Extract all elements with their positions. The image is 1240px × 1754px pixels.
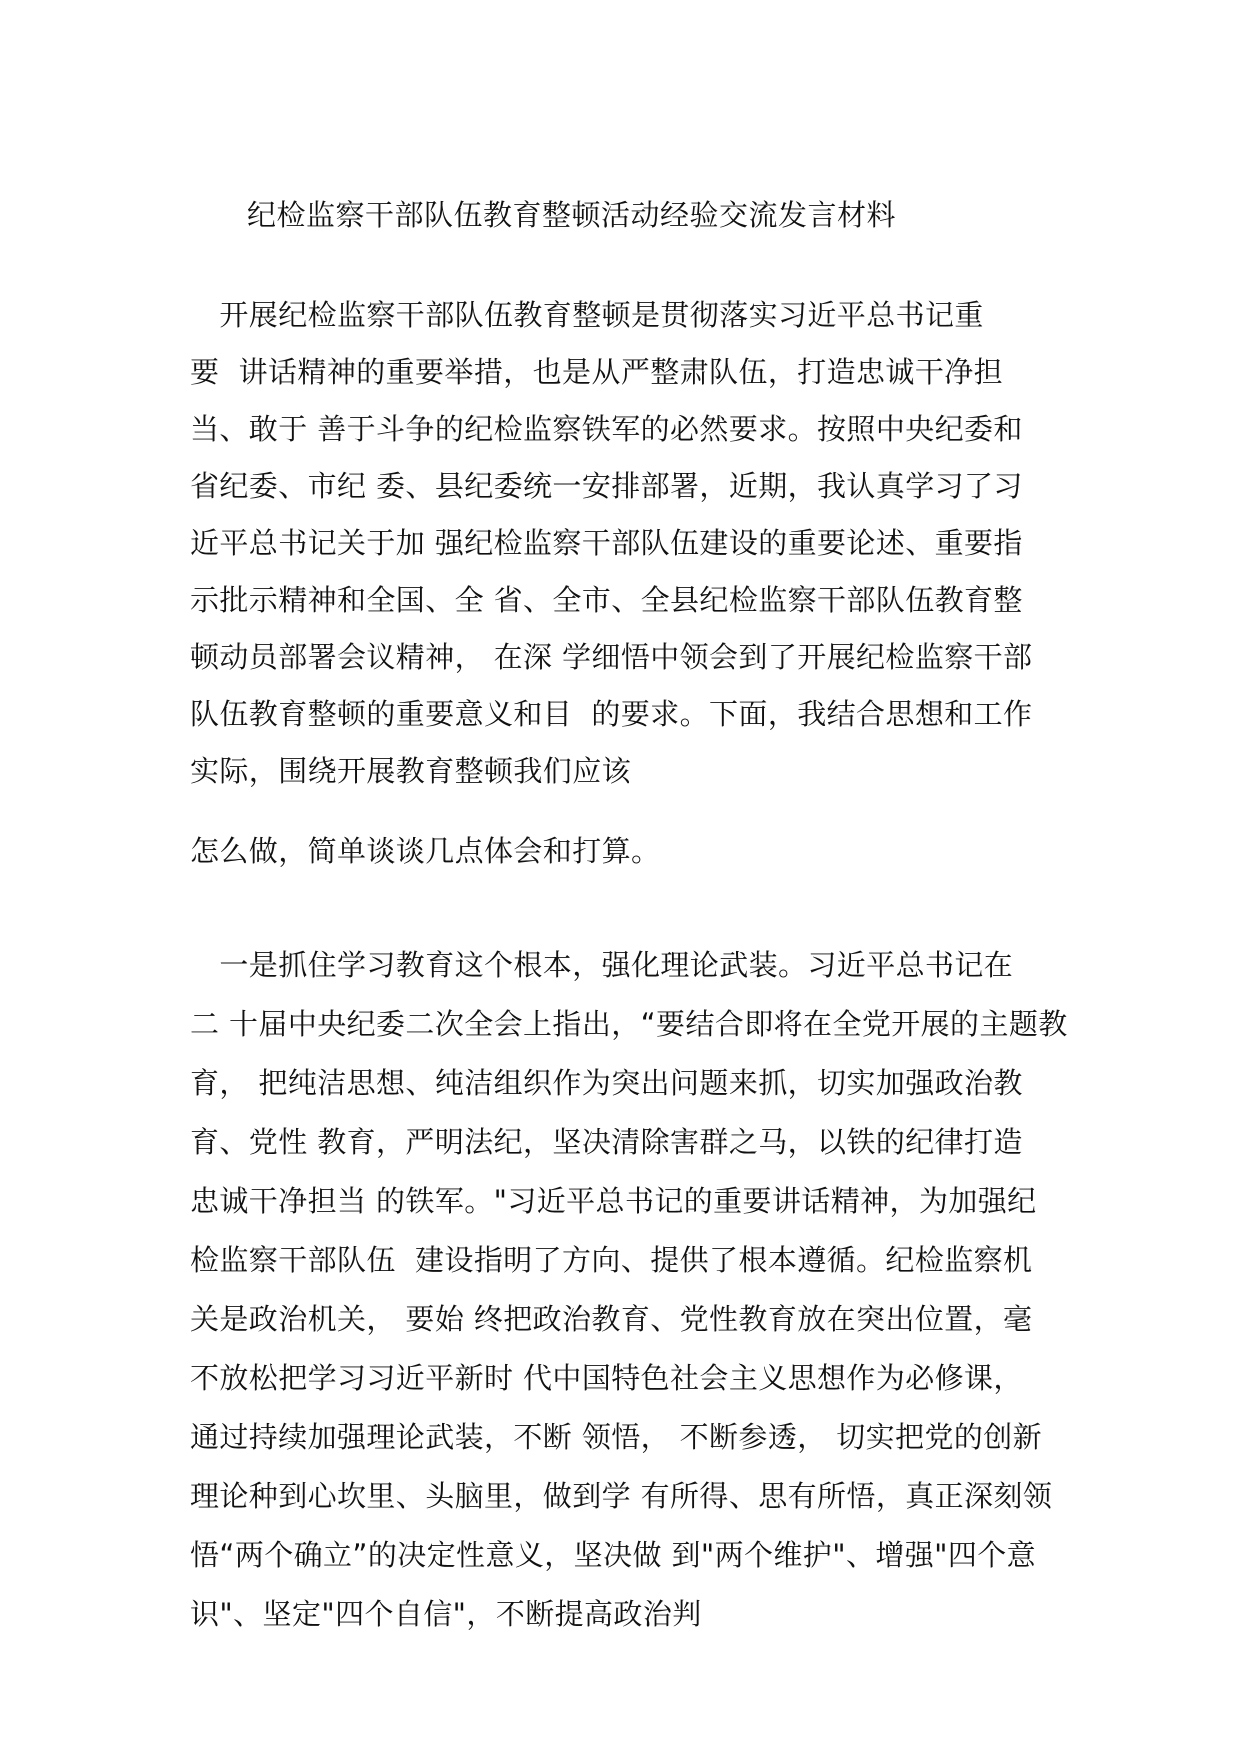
- paragraph-2-line-11: 悟“两个确立”的决定性意义，坚决做 到"两个维护"、增强"四个意: [190, 1538, 1037, 1572]
- paragraph-1-line-4: 省纪委、市纪 委、县纪委统一安排部署，近期，我认真学习了习: [190, 469, 1023, 503]
- paragraph-2-line-2: 二 十届中央纪委二次全会上指出，“要结合即将在全党开展的主题教: [190, 1007, 1068, 1041]
- paragraph-2-line-10: 理论种到心坎里、头脑里，做到学 有所得、思有所悟，真正深刻领: [190, 1479, 1053, 1513]
- paragraph-2-line-7: 关是政治机关， 要始 终把政治教育、党性教育放在突出位置，毫: [190, 1302, 1033, 1336]
- paragraph-1-line-3: 当、敢于 善于斗争的纪检监察铁军的必然要求。按照中央纪委和: [190, 412, 1023, 446]
- paragraph-2-line-5: 忠诚干净担当 的铁军。"习近平总书记的重要讲话精神，为加强纪: [190, 1184, 1037, 1218]
- paragraph-2-line-12: 识"、坚定"四个自信"，不断提高政治判: [190, 1597, 702, 1631]
- paragraph-1-line-9: 实际，围绕开展教育整顿我们应该: [190, 754, 632, 788]
- paragraph-1-line-7: 顿动员部署会议精神， 在深 学细悟中领会到了开展纪检监察干部: [190, 640, 1033, 674]
- paragraph-2-line-9: 通过持续加强理论武装，不断 领悟， 不断参透， 切实把党的创新: [190, 1420, 1043, 1454]
- document-title: 纪检监察干部队伍教育整顿活动经验交流发言材料: [247, 198, 897, 232]
- paragraph-1-line-5: 近平总书记关于加 强纪检监察干部队伍建设的重要论述、重要指: [190, 526, 1023, 560]
- paragraph-2-line-3: 育， 把纯洁思想、纯洁组织作为突出问题来抓，切实加强政治教: [190, 1066, 1023, 1100]
- paragraph-2-line-6: 检监察干部队伍 建设指明了方向、提供了根本遵循。纪检监察机: [190, 1243, 1033, 1277]
- paragraph-1-line-2: 要 讲话精神的重要举措，也是从严整肃队伍，打造忠诚干净担: [190, 355, 1004, 389]
- paragraph-2-line-8: 不放松把学习习近平新时 代中国特色社会主义思想作为必修课，: [190, 1361, 1023, 1395]
- paragraph-1-line-1: 开展纪检监察干部队伍教育整顿是贯彻落实习近平总书记重: [190, 298, 984, 332]
- paragraph-2-line-4: 育、党性 教育，严明法纪，坚决清除害群之马，以铁的纪律打造: [190, 1125, 1023, 1159]
- paragraph-2-line-1: 一是抓住学习教育这个根本，强化理论武装。习近平总书记在: [190, 948, 1014, 982]
- paragraph-1-line-6: 示批示精神和全国、全 省、全市、全县纪检监察干部队伍教育整: [190, 583, 1023, 617]
- paragraph-1-tail: 怎么做，简单谈谈几点体会和打算。: [190, 834, 661, 868]
- paragraph-1-line-8: 队伍教育整顿的重要意义和目 的要求。下面，我结合思想和工作: [190, 697, 1033, 731]
